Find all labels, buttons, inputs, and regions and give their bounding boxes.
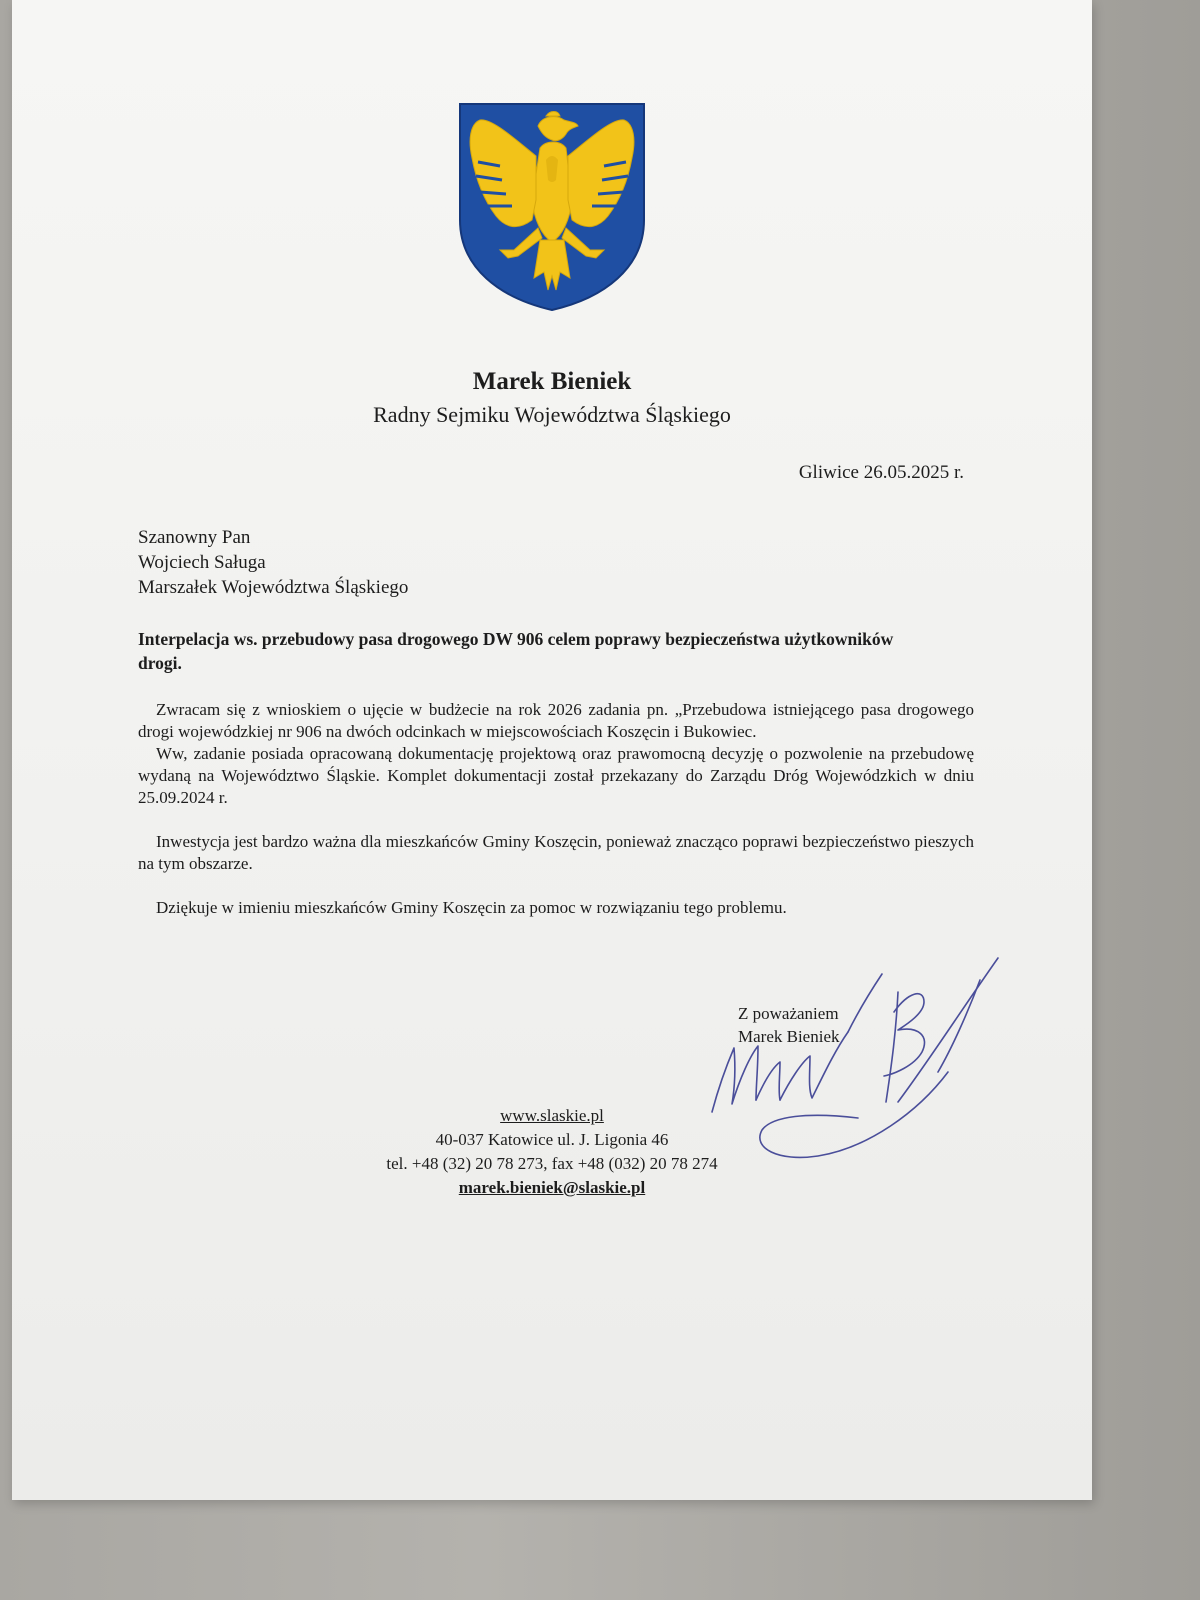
addressee-name: Wojciech Saługa — [138, 552, 266, 573]
closing-block — [738, 1002, 840, 1048]
author-name: Marek Bieniek — [472, 368, 632, 395]
letter-subject: Interpelacja ws. przebudowy pasa drogowego DW 906 celem poprawy bezpieczeństwa użytkowników drogi. — [138, 629, 894, 673]
footer-email-link[interactable]: marek.bieniek@slaskie.pl — [458, 1178, 646, 1197]
body-paragraph-1: Zwracam się z wnioskiem o ujęcie w budżecie na rok 2026 zadania pn. „Przebudowa istniejącego pasa drogowego drogi wojewódzkiej nr 906 na dwóch odcinkach w miejscowościach Koszęcin i Bukowiec. — [138, 700, 974, 741]
footer-phone-fax: tel. +48 (32) 20 78 273, fax +48 (032) 20 78 274 — [386, 1154, 718, 1173]
footer-address: 40-037 Katowice ul. J. Ligonia 46 — [435, 1130, 669, 1149]
addressee-position: Marszałek Województwa Śląskiego — [138, 577, 409, 598]
addressee-salutation: Szanowny Pan — [138, 527, 251, 548]
letter-page — [12, 0, 1092, 1500]
author-title: Radny Sejmiku Województwa Śląskiego — [373, 402, 731, 427]
body-paragraph-3: Inwestycja jest bardzo ważna dla mieszkańców Gminy Koszęcin, ponieważ znacząco poprawi bezpieczeństwo pieszych na tym obszarze. — [138, 832, 974, 873]
addressee-block — [138, 525, 408, 600]
letter-body — [138, 699, 974, 919]
closing-signer: Marek Bieniek — [738, 1027, 840, 1046]
closing-regards: Z poważaniem — [738, 1004, 839, 1023]
letter-footer — [336, 1104, 768, 1200]
body-paragraph-4: Dziękuje w imieniu mieszkańców Gminy Koszęcin za pomoc w rozwiązaniu tego problemu. — [156, 898, 787, 917]
body-paragraph-2: Ww, zadanie posiada opracowaną dokumentację projektową oraz prawomocną decyzję o pozwolenie na przebudowę wydaną na Województwo Śląskie. Komplet dokumentacji został przekazany do Zarządu Dróg Wojewódzkich w dniu 25.09.2024 r. — [138, 744, 974, 807]
coat-of-arms-icon — [456, 100, 648, 314]
footer-website-link[interactable]: www.slaskie.pl — [500, 1106, 604, 1125]
letter-date: Gliwice 26.05.2025 r. — [798, 462, 964, 483]
